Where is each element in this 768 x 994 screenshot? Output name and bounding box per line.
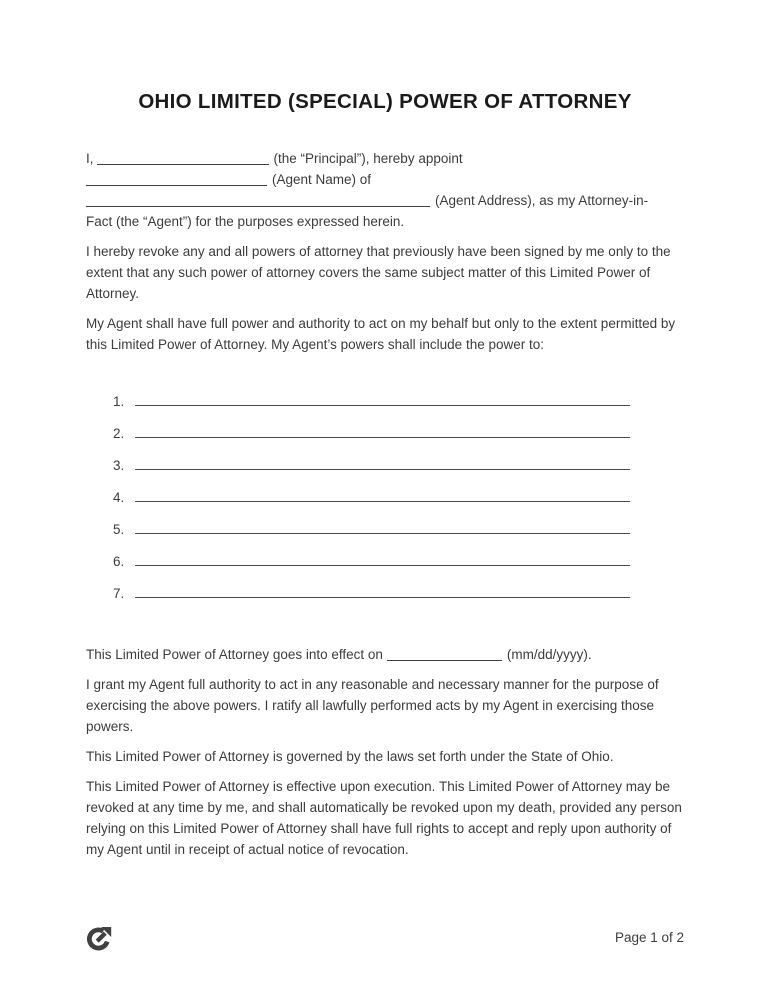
power-item-blank-line bbox=[135, 584, 630, 598]
appointment-line-2 bbox=[86, 169, 684, 190]
document-content bbox=[86, 0, 684, 860]
power-item-number: 3. bbox=[113, 458, 125, 473]
effective-date-before-text: This Limited Power of Attorney goes into effect on bbox=[86, 647, 383, 662]
effective-date-paragraph bbox=[86, 644, 684, 665]
revocation-paragraph: I hereby revoke any and all powers of attorney that previously have been signed by me only to the extent that any such power of attorney covers the same subject matter of this Limited Power of Attorney. bbox=[86, 244, 671, 301]
power-item-blank-line bbox=[135, 520, 630, 534]
principal-name-blank bbox=[97, 152, 269, 165]
power-item-number: 1. bbox=[113, 394, 125, 409]
appointment-paragraph bbox=[86, 148, 684, 232]
powers-intro-paragraph: My Agent shall have full power and authority to act on my behalf but only to the extent permitted by this Limited Power of Attorney. My Agent’s powers shall include the power to: bbox=[86, 316, 676, 352]
principal-label-text: (the “Principal”), hereby appoint bbox=[273, 151, 463, 166]
effective-date-blank bbox=[387, 648, 502, 661]
power-item-number: 5. bbox=[113, 522, 125, 537]
power-item-7 bbox=[113, 583, 684, 604]
page-number-label: Page 1 of 2 bbox=[614, 929, 684, 945]
power-item-2 bbox=[113, 423, 684, 444]
power-item-number: 6. bbox=[113, 554, 125, 569]
power-item-blank-line bbox=[135, 552, 630, 566]
execution-paragraph: This Limited Power of Attorney is effective upon execution. This Limited Power of Attorney may be revoked at any time by me, and shall automatically be revoked upon my death, provided any person relying on this Limited Power of Attorney shall have full rights to accept and reply upon authority of my Agent until in receipt of actual notice of revocation. bbox=[86, 779, 682, 857]
power-item-1 bbox=[113, 391, 684, 412]
power-item-3 bbox=[113, 455, 684, 476]
agent-address-label-text: (Agent Address), as my Attorney-in- bbox=[435, 193, 649, 208]
agent-name-label-text: (Agent Name) of bbox=[272, 172, 372, 187]
appointment-line-1 bbox=[86, 148, 684, 169]
circular-arrow-logo-icon bbox=[86, 923, 113, 952]
appointment-line-3 bbox=[86, 190, 684, 211]
power-item-number: 4. bbox=[113, 490, 125, 505]
page-footer bbox=[86, 922, 684, 952]
power-item-blank-line bbox=[135, 392, 630, 406]
power-item-4 bbox=[113, 487, 684, 508]
grant-paragraph: I grant my Agent full authority to act in any reasonable and necessary manner for the purpose of exercising the above powers. I ratify all lawfully performed acts by my Agent in exercising those powers. bbox=[86, 677, 659, 734]
governing-law-paragraph: This Limited Power of Attorney is governed by the laws set forth under the State of Ohio. bbox=[86, 749, 614, 764]
effective-date-format-text: (mm/dd/yyyy). bbox=[506, 647, 592, 662]
agent-name-blank bbox=[86, 173, 267, 186]
power-item-5 bbox=[113, 519, 684, 540]
agent-address-blank bbox=[86, 194, 430, 207]
power-item-blank-line bbox=[135, 456, 630, 470]
power-item-blank-line bbox=[135, 488, 630, 502]
power-item-number: 7. bbox=[113, 586, 125, 601]
appointment-line-4: Fact (the “Agent”) for the purposes expressed herein. bbox=[86, 214, 405, 229]
power-item-blank-line bbox=[135, 424, 630, 438]
document-title: OHIO LIMITED (SPECIAL) POWER OF ATTORNEY bbox=[138, 90, 632, 113]
power-item-6 bbox=[113, 551, 684, 572]
powers-list bbox=[113, 391, 684, 604]
appointment-lead-text: I, bbox=[86, 151, 94, 166]
power-item-number: 2. bbox=[113, 426, 125, 441]
